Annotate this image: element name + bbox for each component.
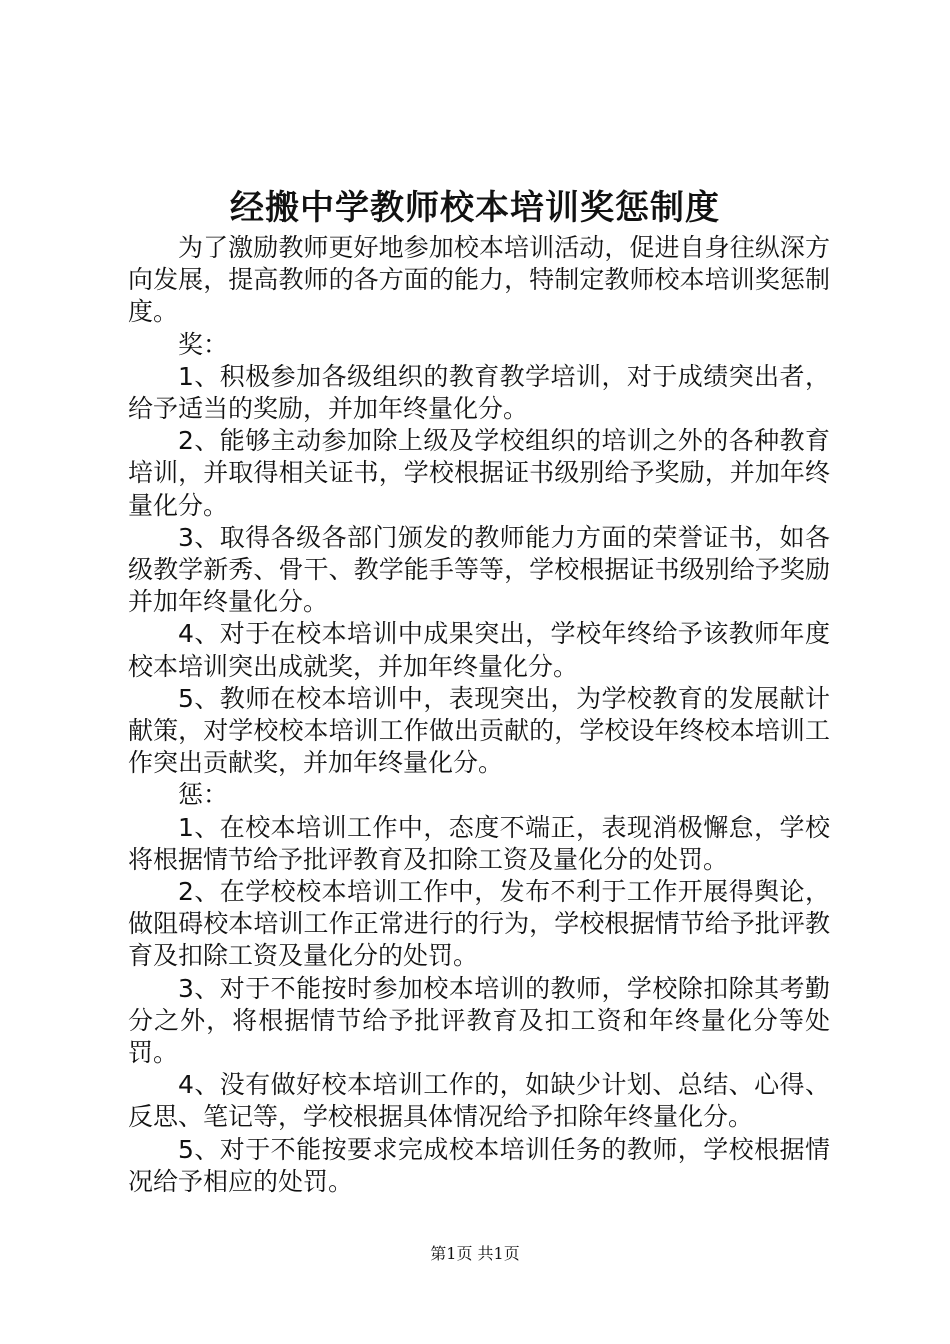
reward-item-3: 3、取得各级各部门颁发的教师能力方面的荣誉证书，如各级教学新秀、骨干、教学能手等等，学校根据证书级别给予奖励并加年终量化分。 — [128, 522, 830, 617]
reward-item-5: 5、教师在校本培训中，表现突出，为学校教育的发展献计献策，对学校校本培训工作做出贡献的，学校设年终校本培训工作突出贡献奖，并加年终量化分。 — [128, 683, 830, 778]
penalty-item-4: 4、没有做好校本培训工作的，如缺少计划、总结、心得、反思、笔记等，学校根据具体情况给予扣除年终量化分。 — [128, 1070, 830, 1132]
reward-heading: 奖： — [178, 329, 229, 359]
penalty-heading: 惩： — [178, 780, 229, 810]
penalty-item-2: 2、在学校校本培训工作中，发布不利于工作开展得舆论，做阻碍校本培训工作正常进行的行为，学校根据情节给予批评教育及扣除工资及量化分的处罚。 — [128, 877, 830, 971]
document-body — [128, 232, 830, 1198]
reward-item-1: 1、积极参加各级组织的教育教学培训，对于成绩突出者，给予适当的奖励，并加年终量化分。 — [128, 361, 830, 424]
reward-item-4: 4、对于在校本培训中成果突出，学校年终给予该教师年度校本培训突出成就奖，并加年终量化分。 — [128, 619, 830, 681]
penalty-item-3: 3、对于不能按时参加校本培训的教师，学校除扣除其考勤分之外，将根据情节给予批评教育及扣工资和年终量化分等处罚。 — [128, 973, 830, 1068]
intro-paragraph: 为了激励教师更好地参加校本培训活动，促进自身往纵深方向发展，提高教师的各方面的能力，特制定教师校本培训奖惩制度。 — [128, 233, 830, 327]
penalty-item-5: 5、对于不能按要求完成校本培训任务的教师，学校根据情况给予相应的处罚。 — [128, 1134, 830, 1196]
reward-item-2: 2、能够主动参加除上级及学校组织的培训之外的各种教育培训，并取得相关证书，学校根据证书级别给予奖励，并加年终量化分。 — [128, 426, 830, 520]
document-title: 经搬中学教师校本培训奖惩制度 — [230, 188, 720, 228]
page-number-footer: 第1页 共1页 — [430, 1244, 520, 1263]
penalty-item-1: 1、在校本培训工作中，态度不端正，表现消极懈怠，学校将根据情节给予批评教育及扣除工资及量化分的处罚。 — [128, 812, 830, 874]
